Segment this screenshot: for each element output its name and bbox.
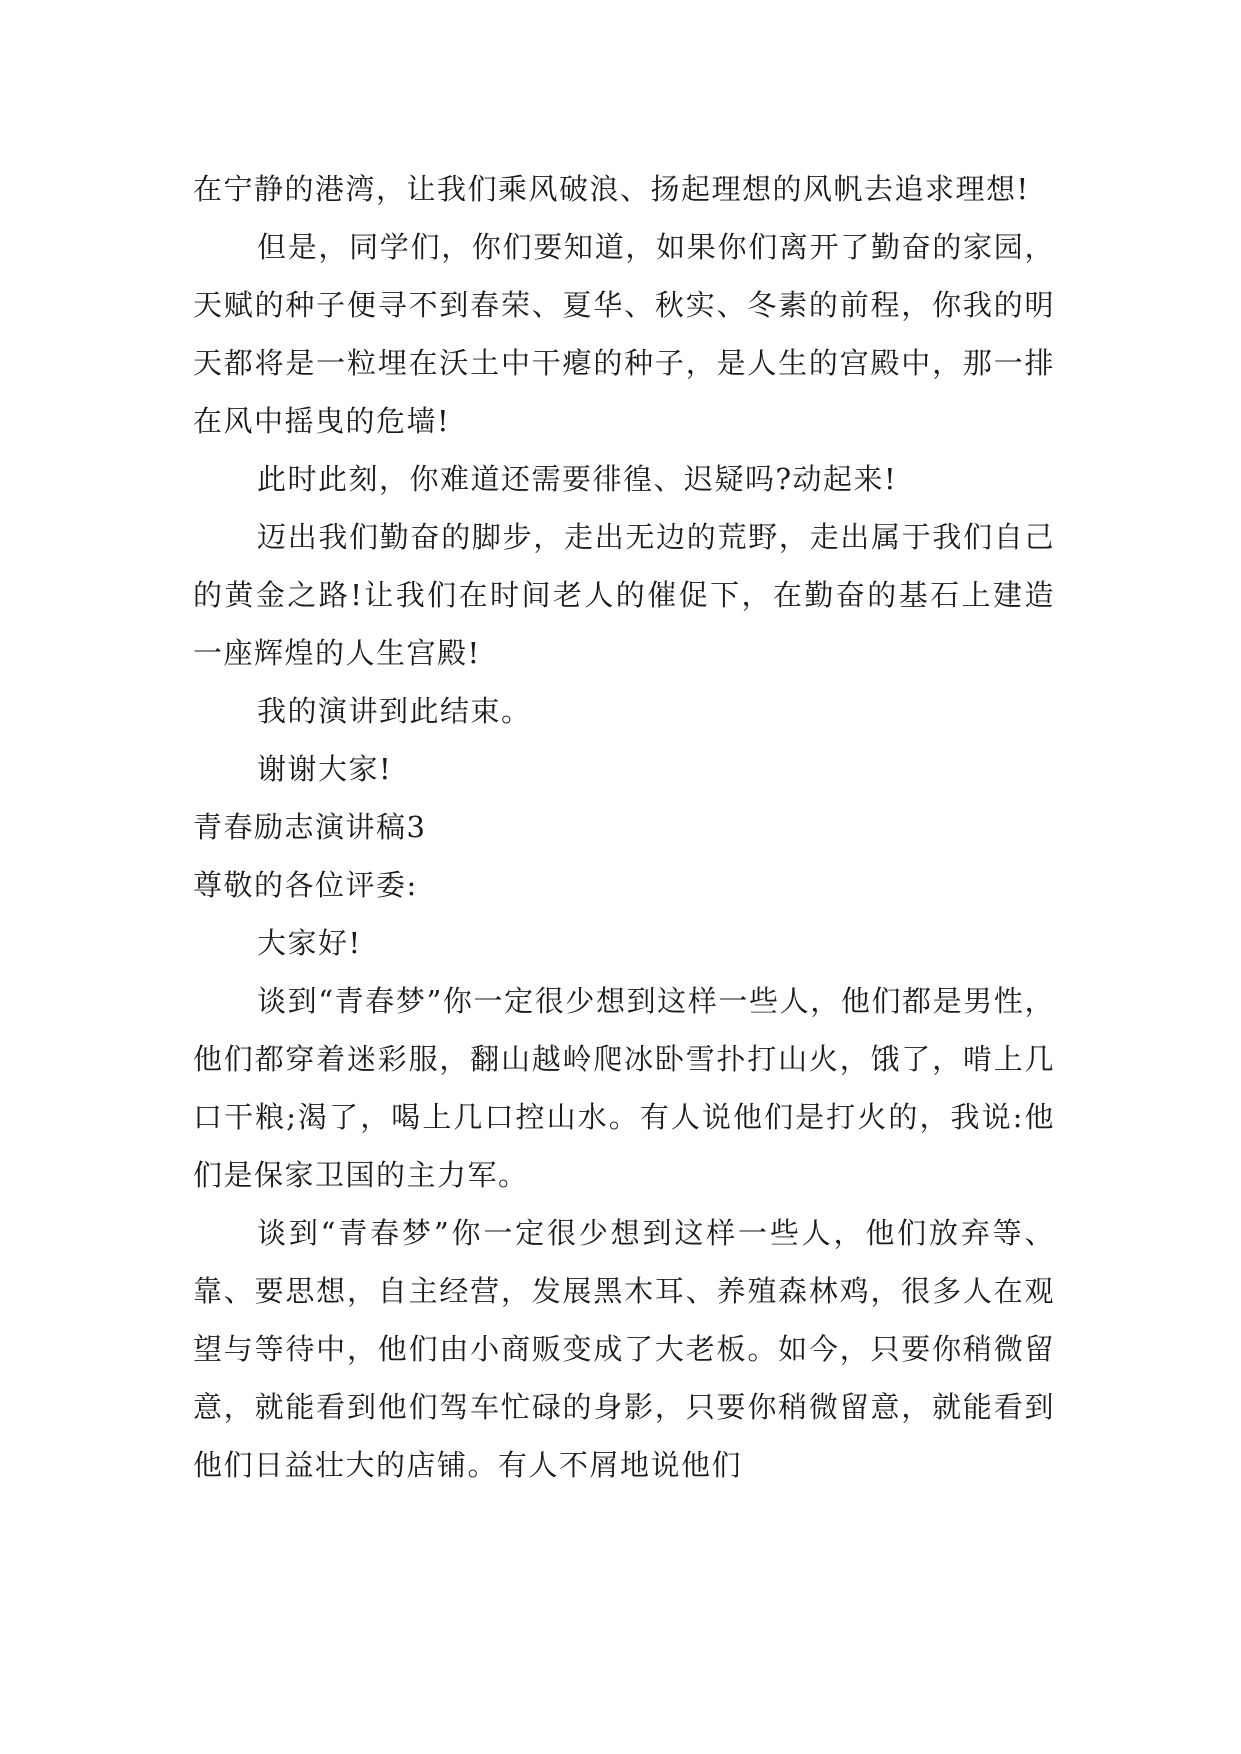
salutation: 尊敬的各位评委: <box>193 868 418 902</box>
paragraph-2: 但是，同学们，你们要知道，如果你们离开了勤奋的家园，天赋的种子便寻不到春荣、夏华、秋实、冬素的前程，你我的明天都将是一粒埋在沃土中干瘪的种子，是人生的宫殿中，那一排在风中摇曳的危墙! <box>193 230 1055 438</box>
paragraph-3: 此时此刻，你难道还需要徘徨、迟疑吗?动起来! <box>257 462 898 496</box>
paragraph-4: 迈出我们勤奋的脚步，走出无边的荒野，走出属于我们自己的黄金之路!让我们在时间老人的催促下，在勤奋的基石上建造一座辉煌的人生宫殿! <box>193 520 1055 670</box>
section-heading: 青春励志演讲稿3 <box>193 810 427 844</box>
paragraph-7: 大家好! <box>257 926 362 960</box>
document-page <box>193 160 1055 1494</box>
paragraph-9: 谈到“青春梦”你一定很少想到这样一些人，他们放弃等、靠、要思想，自主经营，发展黑木耳、养殖森林鸡，很多人在观望与等待中，他们由小商贩变成了大老板。如今，只要你稍微留意，就能看到他们驾车忙碌的身影，只要你稍微留意，就能看到他们日益壮大的店铺。有人不屑地说他们 <box>193 1216 1055 1482</box>
paragraph-6: 谢谢大家! <box>257 752 393 786</box>
paragraph-1: 在宁静的港湾，让我们乘风破浪、扬起理想的风帆去追求理想! <box>193 172 1030 206</box>
paragraph-5: 我的演讲到此结束。 <box>257 694 532 728</box>
paragraph-8: 谈到“青春梦”你一定很少想到这样一些人，他们都是男性，他们都穿着迷彩服，翻山越岭爬冰卧雪扑打山火，饿了，啃上几口干粮;渴了，喝上几口控山水。有人说他们是打火的，我说:他们是保家卫国的主力军。 <box>193 984 1055 1192</box>
